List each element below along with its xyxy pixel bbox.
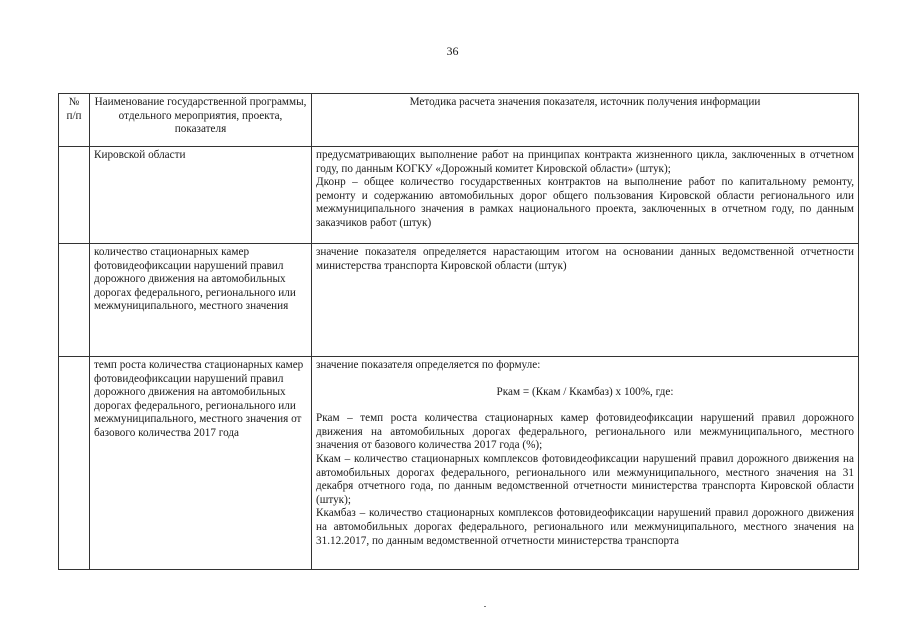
page-number: 36 (446, 44, 459, 58)
method-paragraph: предусматривающих выполнение работ на принципах контракта жизненного цикла, заключенных в отчетном году, по данным КОГКУ «Дорожный комитет Кировской области» (штук); (316, 149, 854, 175)
row-num (59, 244, 90, 357)
scan-dot (484, 606, 486, 607)
row-name: Кировской области (90, 147, 312, 244)
header-name: Наименование государственной программы, отдельного мероприятия, проекта, показателя (90, 94, 312, 147)
header-num: № п/п (59, 94, 90, 147)
row-name: темп роста количества стационарных камер фотовидеофиксации нарушений правил дорожного движения на автомобильных дорогах федерального, регионального или межмуниципального, местного значения от базового количества 2017 года (90, 357, 312, 570)
formula: Ркам = (Ккам / Ккамбаз) х 100%, где: (496, 385, 674, 398)
indicator-table (58, 93, 859, 570)
method-paragraph: Ккамбаз – количество стационарных комплексов фотовидеофиксации нарушений правил дорожного движения на автомобильных дорогах федерального, регионального или межмуниципального, местного значения на 31.12.2017, по данным ведомственной отчетности министерства транспорта (316, 507, 854, 547)
row-method (312, 244, 859, 357)
method-paragraph: Дконр – общее количество государственных контрактов на выполнение работ по капитальному ремонту, ремонту и содержанию автомобильных дорог общего пользования Кировской области регионального или межмуниципального значения в рамках национального проекта, заключенных в отчетном году, по данным заказчиков работ (штук) (316, 176, 854, 229)
row-method (312, 147, 859, 244)
table-row (59, 244, 859, 357)
row-method (312, 357, 859, 570)
table-row (59, 357, 859, 570)
table-header-row (59, 94, 859, 147)
row-name: количество стационарных камер фотовидеофиксации нарушений правил дорожного движения на автомобильных дорогах федерального, регионального или межмуниципального, местного значения (90, 244, 312, 357)
method-paragraph: значение показателя определяется нарастающим итогом на основании данных ведомственной отчетности министерства транспорта Кировской области (штук) (316, 246, 854, 272)
table-row (59, 147, 859, 244)
header-method: Методика расчета значения показателя, источник получения информации (312, 94, 859, 147)
row-num (59, 147, 90, 244)
row-num (59, 357, 90, 570)
method-paragraph: Ркам – темп роста количества стационарных камер фотовидеофиксации нарушений правил дорожного движения на автомобильных дорогах федерального, регионального или межмуниципального, местного значения от базового количества 2017 года (%); (316, 412, 854, 452)
method-paragraph: Ккам – количество стационарных комплексов фотовидеофиксации нарушений правил дорожного движения на автомобильных дорогах федерального, регионального или межмуниципального, местного значения на 31 декабря отчетного года, по данным ведомственной отчетности министерства транспорта Кировской области (штук); (316, 452, 854, 506)
method-intro: значение показателя определяется по формуле: (316, 359, 541, 371)
